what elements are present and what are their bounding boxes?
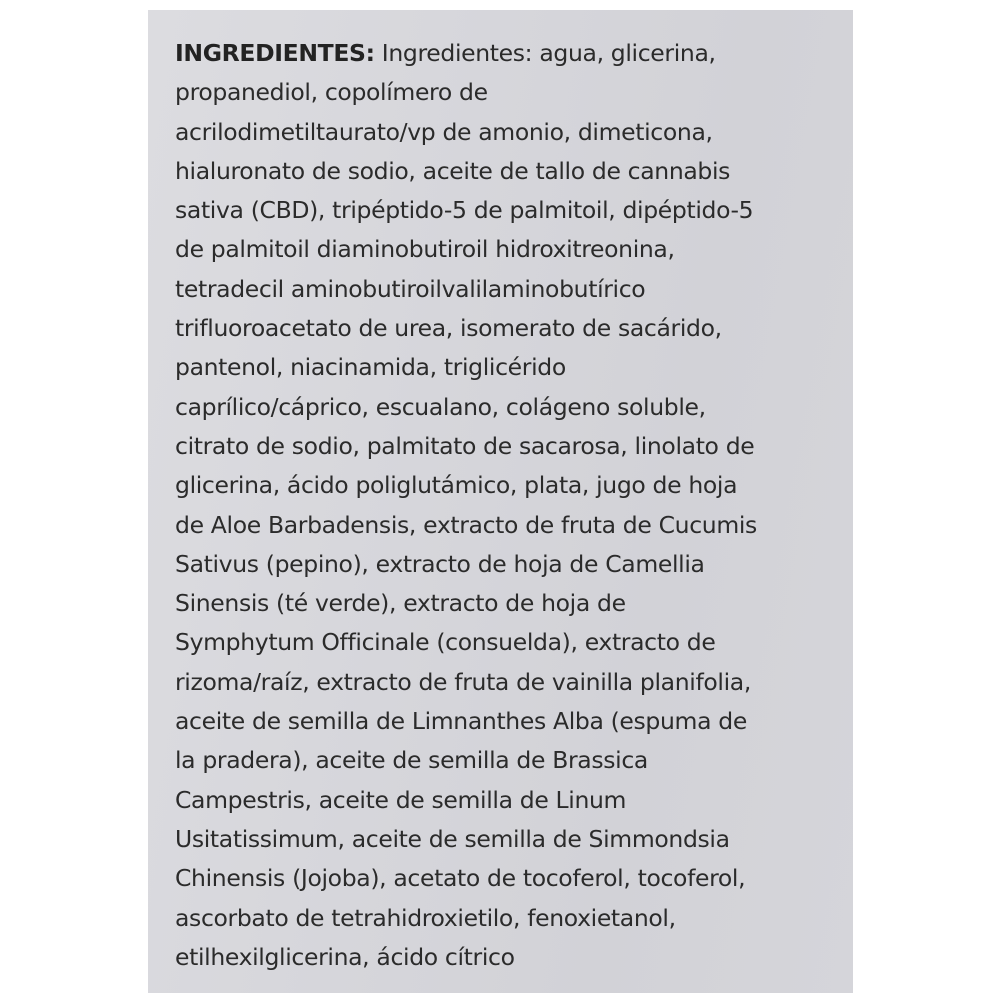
- ingredients-line: Symphytum Officinale (consuelda), extracto de: [175, 628, 716, 657]
- ingredients-line: Sativus (pepino), extracto de hoja de Camellia: [175, 549, 705, 578]
- ingredients-line: Chinensis (Jojoba), acetato de tocoferol, tocoferol,: [175, 864, 746, 893]
- ingredients-line: la pradera), aceite de semilla de Brassica: [175, 746, 648, 775]
- ingredients-label-panel: [148, 10, 853, 993]
- ingredients-line: Campestris, aceite de semilla de Linum: [175, 785, 627, 814]
- ingredients-line: hialuronato de sodio, aceite de tallo de cannabis: [175, 156, 731, 185]
- ingredients-heading: INGREDIENTES:: [175, 39, 375, 67]
- ingredients-line: de palmitoil diaminobutiroil hidroxitreonina,: [175, 235, 675, 264]
- ingredients-line: glicerina, ácido poliglutámico, plata, jugo de hoja: [175, 471, 738, 500]
- ingredients-line: acrilodimetiltaurato/vp de amonio, dimeticona,: [175, 117, 713, 146]
- ingredients-line: sativa (CBD), tripéptido-5 de palmitoil, dipéptido-5: [175, 196, 754, 225]
- ingredients-line: ascorbato de tetrahidroxietilo, fenoxietanol,: [175, 903, 676, 932]
- ingredients-line: propanediol, copolímero de: [175, 78, 488, 107]
- ingredients-line: rizoma/raíz, extracto de fruta de vainilla planifolia,: [175, 667, 751, 696]
- ingredients-line: [175, 34, 847, 73]
- ingredients-line: pantenol, niacinamida, triglicérido: [175, 353, 566, 382]
- ingredients-line: Usitatissimum, aceite de semilla de Simmondsia: [175, 824, 730, 853]
- ingredients-line: aceite de semilla de Limnanthes Alba (espuma de: [175, 707, 747, 736]
- ingredients-line: trifluoroacetato de urea, isomerato de sacárido,: [175, 314, 722, 343]
- ingredients-line: citrato de sodio, palmitato de sacarosa, linolato de: [175, 431, 755, 460]
- ingredients-text: [175, 34, 847, 977]
- ingredients-line: tetradecil aminobutiroilvalilaminobutírico: [175, 274, 646, 303]
- ingredients-line: de Aloe Barbadensis, extracto de fruta de Cucumis: [175, 510, 757, 539]
- ingredients-line-text: Ingredientes: agua, glicerina,: [374, 39, 716, 67]
- ingredients-line: etilhexilglicerina, ácido cítrico: [175, 942, 515, 971]
- ingredients-line: Sinensis (té verde), extracto de hoja de: [175, 589, 626, 618]
- ingredients-line: caprílico/cáprico, escualano, colágeno soluble,: [175, 392, 706, 421]
